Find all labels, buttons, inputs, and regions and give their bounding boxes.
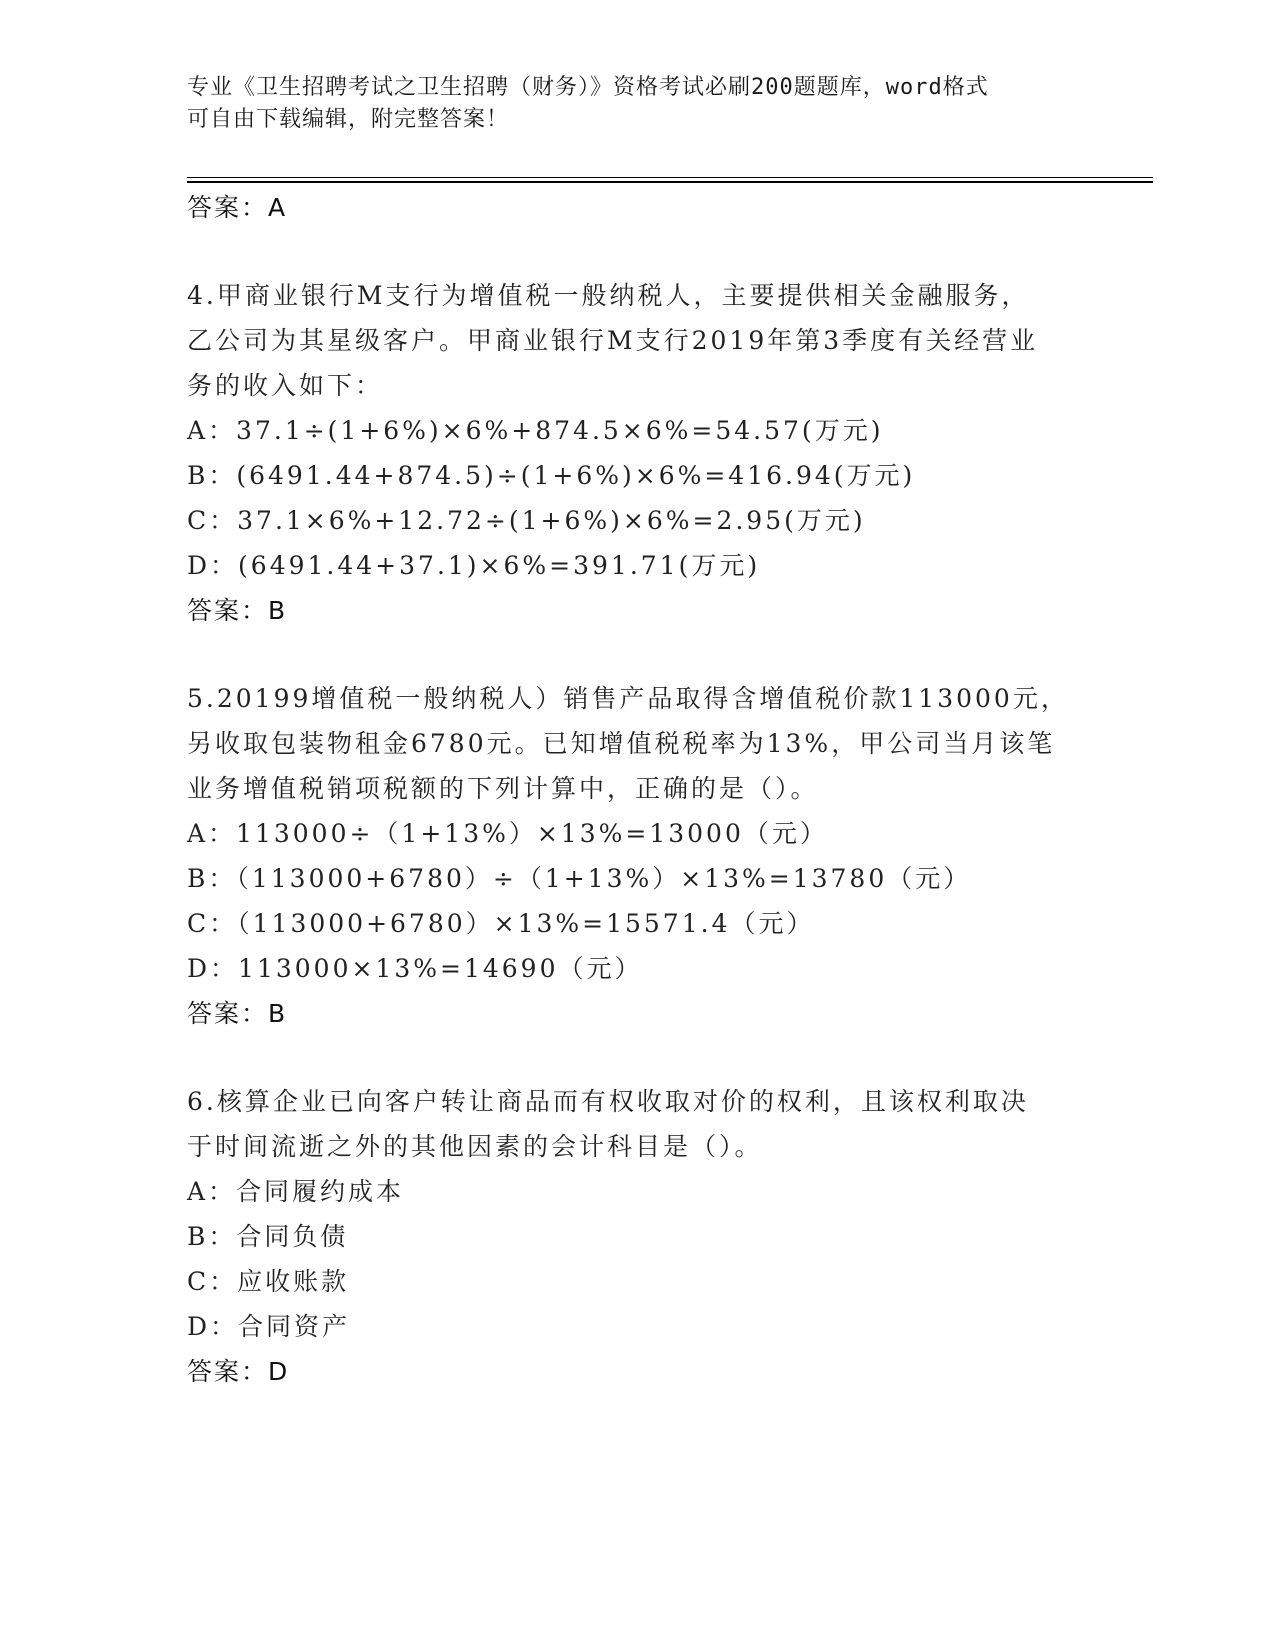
question-text-line: 4.甲商业银行M支行为增值税一般纳税人，主要提供相关金融服务， [187, 281, 1030, 310]
option-a: A：37.1÷(1+6%)×6%+874.5×6%=54.57(万元) [187, 416, 884, 445]
question-text-line: 5.20199增值税一般纳税人）销售产品取得含增值税价款113000元， [187, 684, 1069, 713]
question-text-line: 于时间流逝之外的其他因素的会计科目是（）。 [187, 1132, 763, 1161]
answer-line: 答案：B [187, 596, 288, 625]
question-text-line: 6.核算企业已向客户转让商品而有权收取对价的权利，且该权利取决 [187, 1087, 1029, 1116]
option-a: A：113000÷（1+13%）×13%=13000（元） [187, 819, 828, 848]
answer-line: 答案：D [187, 1357, 290, 1386]
question-block [187, 1079, 1087, 1394]
option-b: B：（113000+6780）÷（1+13%）×13%=13780（元） [187, 864, 972, 893]
option-c: C：（113000+6780）×13%=15571.4（元） [187, 909, 815, 938]
question-text-line: 业务增值税销项税额的下列计算中，正确的是（）。 [187, 774, 819, 803]
header-line-2: 可自由下载编辑，附完整答案！ [187, 107, 510, 132]
question-block [187, 273, 1087, 633]
option-b: B：(6491.44+874.5)÷(1+6%)×6%=416.94(万元) [187, 461, 916, 490]
question-text-line: 务的收入如下： [187, 371, 384, 400]
header-divider-thin [187, 177, 1153, 178]
question-text-line: 乙公司为其星级客户。甲商业银行M支行2019年第3季度有关经营业 [187, 326, 1039, 355]
header-line-1: 专业《卫生招聘考试之卫生招聘（财务）》资格考试必刷200题题库，word格式 [187, 75, 989, 100]
option-c: C：37.1×6%+12.72÷(1+6%)×6%=2.95(万元) [187, 506, 866, 535]
option-a: A：合同履约成本 [187, 1177, 405, 1206]
question-block [187, 676, 1087, 1036]
answer-line: 答案：A [187, 193, 288, 222]
answer-line: 答案：B [187, 999, 288, 1028]
header-divider-thick [187, 181, 1153, 183]
document-header [187, 72, 1067, 136]
option-d: D：(6491.44+37.1)×6%=391.71(万元) [187, 551, 761, 580]
question-list [187, 185, 1087, 1394]
option-b: B：合同负债 [187, 1222, 349, 1251]
option-c: C：应收账款 [187, 1267, 350, 1296]
option-d: D：113000×13%=14690（元） [187, 954, 643, 983]
question-text-line: 另收取包装物租金6780元。已知增值税税率为13%，甲公司当月该笔 [187, 729, 1056, 758]
option-d: D：合同资产 [187, 1312, 351, 1341]
